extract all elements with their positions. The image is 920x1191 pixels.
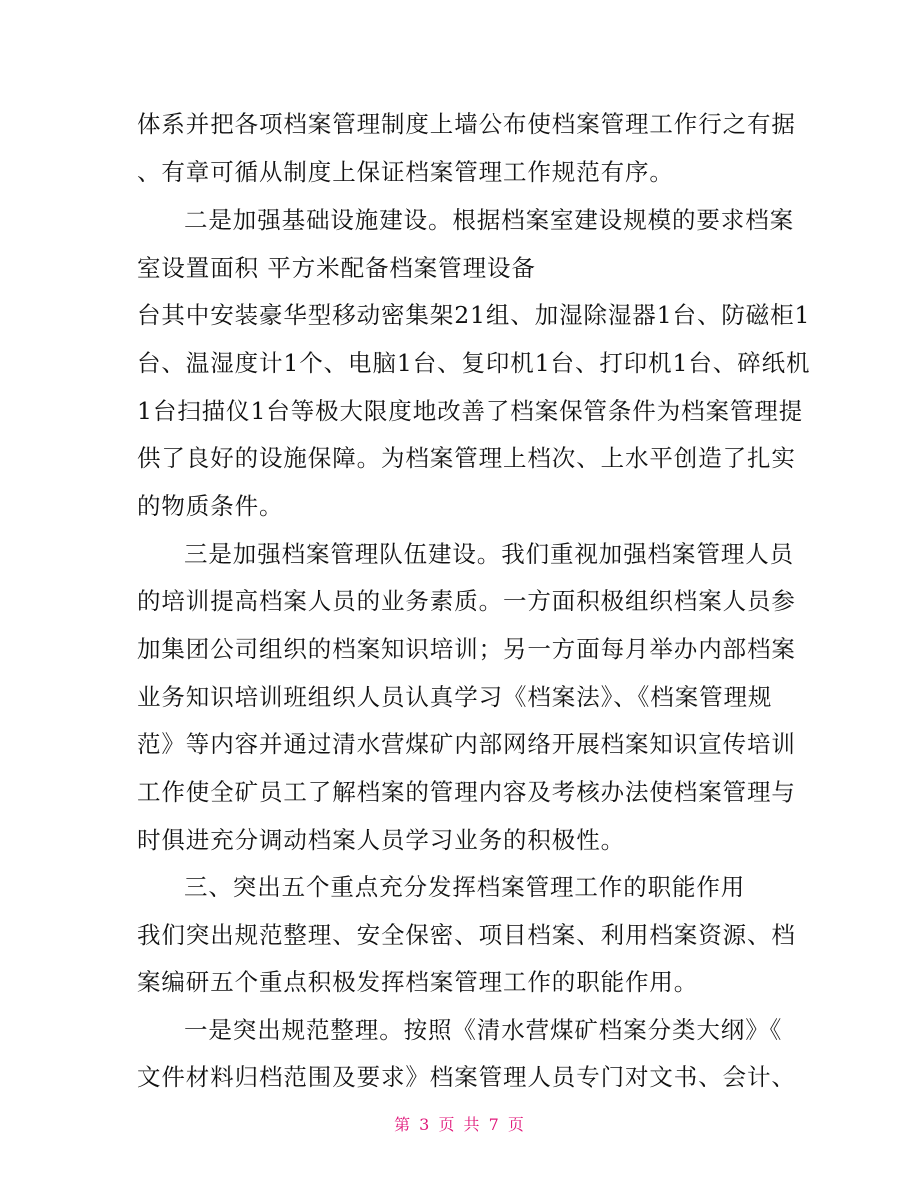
body-line: 业务知识培训班组织人员认真学习《档案法》、《档案管理规 [137,683,773,711]
body-line: 体系并把各项档案管理制度上墙公布使档案管理工作行之有据 [137,110,796,138]
body-line: 供了良好的设施保障。为档案管理上档次、上水平创造了扎实 [137,444,796,472]
body-line: 1台扫描仪1台等极大限度地改善了档案保管条件为档案管理提 [137,397,804,425]
body-line: 工作使全矿员工了解档案的管理内容及考核办法使档案管理与 [137,778,796,806]
body-line: 、有章可循从制度上保证档案管理工作规范有序。 [137,158,674,186]
body-line: 案编研五个重点积极发挥档案管理工作的职能作用。 [137,968,699,996]
body-line: 台、温湿度计1个、电脑1台、复印机1台、打印机1台、碎纸机 [137,349,811,377]
body-line: 的培训提高档案人员的业务素质。一方面积极组织档案人员参 [137,587,796,615]
body-line: 我们突出规范整理、安全保密、项目档案、利用档案资源、档 [137,921,796,949]
body-line: 时俱进充分调动档案人员学习业务的积极性。 [137,826,625,854]
body-line: 加集团公司组织的档案知识培训；另一方面每月举办内部档案 [137,635,796,663]
body-line: 的物质条件。 [137,492,284,520]
body-line: 室设置面积 平方米配备档案管理设备 [137,254,536,282]
page-number-footer: 第 3 页 共 7 页 [394,1115,526,1134]
body-line: 文件材料归档范围及要求》档案管理人员专门对文书、会计、 [137,1063,796,1091]
paragraph-first-line: 一是突出规范整理。按照《清水营煤矿档案分类大纲》《 [184,1016,783,1044]
paragraph-first-line: 二是加强基础设施建设。根据档案室建设规模的要求档案 [184,206,794,234]
paragraph-first-line: 三是加强档案管理队伍建设。我们重视加强档案管理人员 [184,540,794,568]
section-heading: 三、突出五个重点充分发挥档案管理工作的职能作用 [184,873,746,901]
body-line: 台其中安装豪华型移动密集架21组、加湿除湿器1台、防磁柜1 [137,301,811,329]
body-line: 范》等内容并通过清水营煤矿内部网络开展档案知识宣传培训 [137,730,796,758]
